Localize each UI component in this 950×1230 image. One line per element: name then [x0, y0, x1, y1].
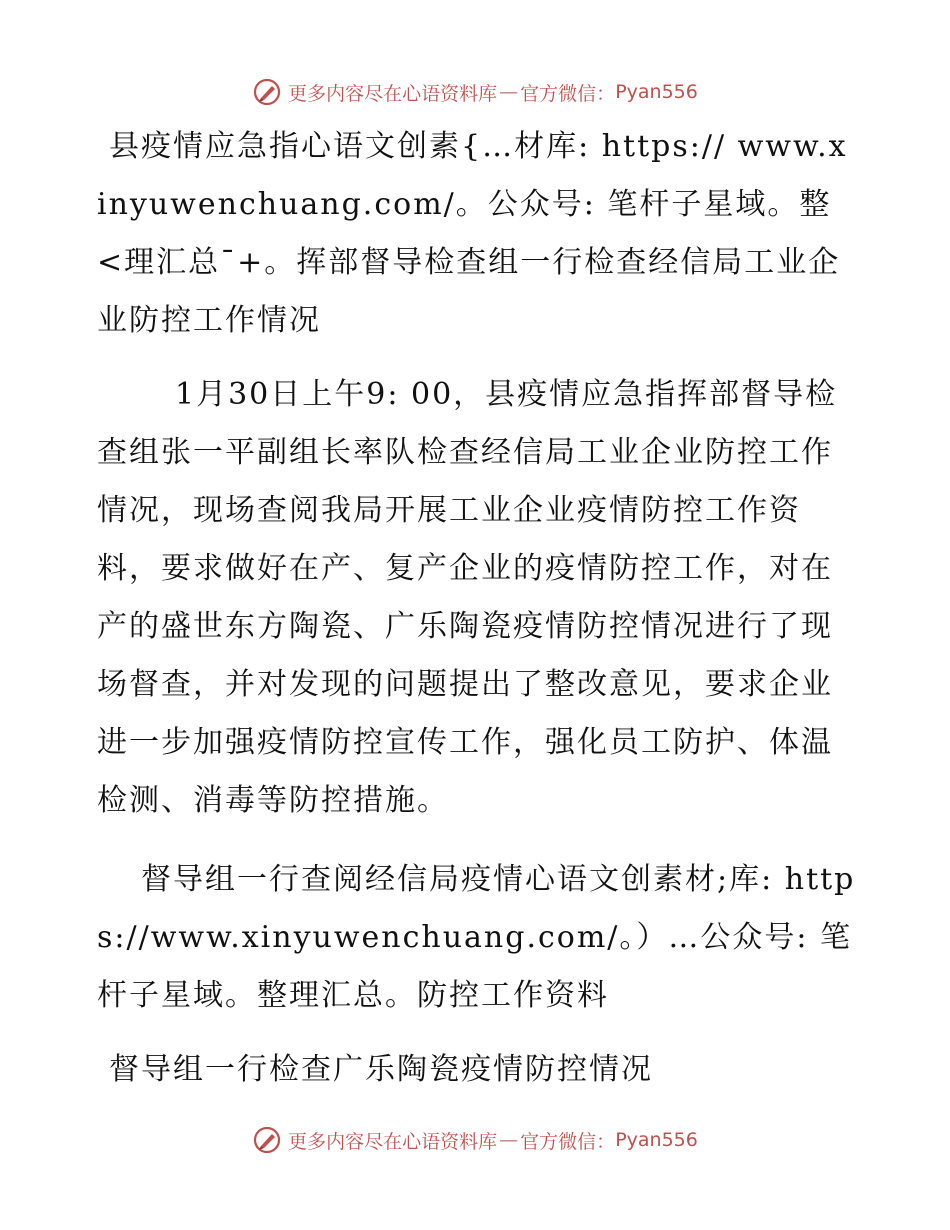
photo-caption: 督导组一行检查广乐陶瓷疫情防控情况 — [109, 1052, 653, 1087]
header-banner-text: 更多内容尽在心语资料库 — [288, 82, 498, 105]
document-title: 县疫情应急指心语文创素{…材库: https:// www.xinyuwenchuang.com/。公众号: 笔杆子星域。整<理汇总¯+。挥部督导检查组一行检查经信局工业企业防控工作情况 — [97, 129, 848, 338]
header-banner — [0, 72, 950, 112]
footer-banner — [0, 1120, 950, 1160]
header-banner-separator: — — [499, 81, 519, 103]
paragraph-inspection-details: 1月30日上午9: 00，县疫情应急指挥部督导检查组张一平副组长率队检查经信局工业企业防控工作情况，现场查阅我局开展工业企业疫情防控工作资料，要求做好在产、复产企业的疫情防控工作，对在产的盛世东方陶瓷、广乐陶瓷疫情防控情况进行了现场督查，并对发现的问题提出了整改意见，要求企业进一步加强疫情防控宣传工作，强化员工防护、体温检测、消毒等防控措施。 — [97, 377, 838, 818]
header-banner-wechat-label: 官方微信： — [520, 82, 616, 105]
footer-banner-wechat-label: 官方微信： — [520, 1130, 616, 1153]
pen-logo-icon — [252, 1125, 282, 1155]
pen-logo-icon — [252, 77, 282, 107]
paragraph-document-review: 督导组一行查阅经信局疫情心语文创素材;库: https://www.xinyuwenchuang.com/。）…公众号: 笔杆子星域。整理汇总。防控工作资料 — [97, 862, 856, 1013]
footer-banner-wechat-id: Pyan556 — [615, 1129, 698, 1151]
footer-banner-separator: — — [499, 1129, 519, 1151]
footer-banner-text: 更多内容尽在心语资料库 — [288, 1130, 498, 1153]
header-banner-wechat-id: Pyan556 — [615, 81, 698, 103]
